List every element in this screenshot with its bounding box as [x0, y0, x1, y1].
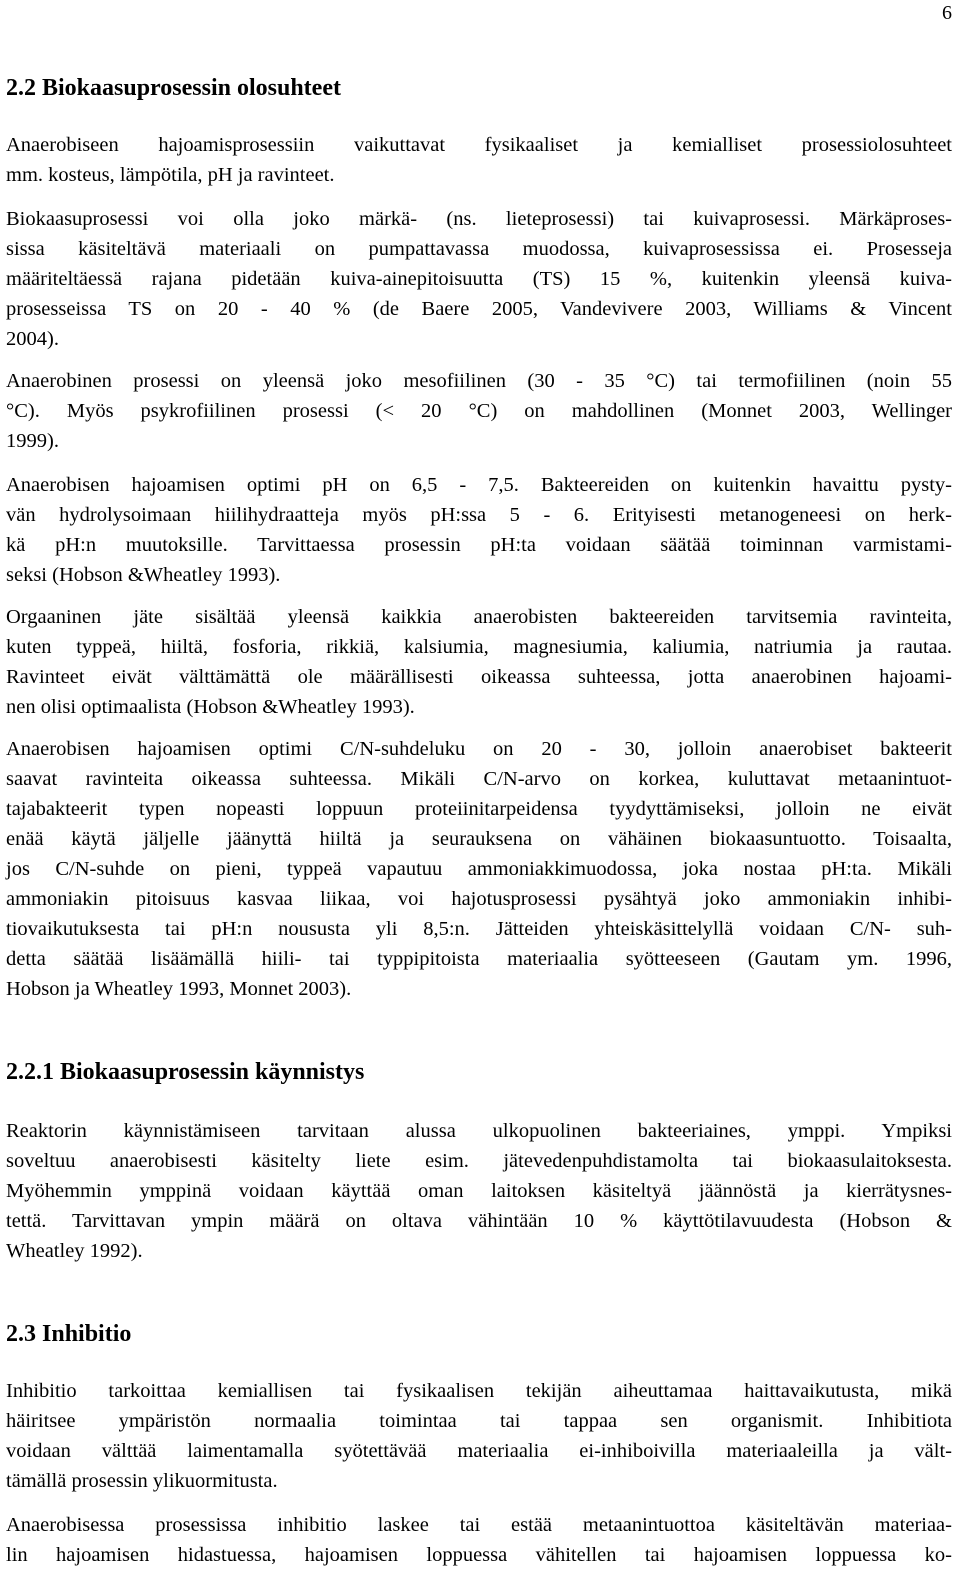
paragraph-line: 1999).	[6, 430, 59, 452]
paragraph-line: kä pH:n muutoksille. Tarvittaessa prosessin pH:ta voidaan säätää toiminnan varmistami-	[6, 534, 952, 556]
paragraph-line: saavat ravinteita oikeassa suhteessa. Mikäli C/N-arvo on korkea, kuluttavat metaanintuot-	[6, 768, 952, 790]
paragraph-line: nen olisi optimaalista (Hobson &Wheatley 1993).	[6, 696, 415, 718]
paragraph-line: sissa käsiteltävä materiaali on pumpattavassa muodossa, kuivaprosessissa ei. Prosesseja	[6, 238, 952, 260]
section-heading-2-2-1: 2.2.1 Biokaasuprosessin käynnistys	[6, 1059, 365, 1085]
paragraph-line: seksi (Hobson &Wheatley 1993).	[6, 564, 281, 586]
paragraph-line: tettä. Tarvittavan ympin määrä on oltava vähintään 10 % käyttötilavuudesta (Hobson &	[6, 1210, 952, 1232]
paragraph-line: jos C/N-suhde on pieni, typpeä vapautuu ammoniakkimuodossa, joka nostaa pH:ta. Mikäli	[6, 858, 952, 880]
paragraph-line: määriteltäessä rajana pidetään kuiva-ainepitoisuutta (TS) 15 %, kuitenkin yleensä kuiva-	[6, 268, 952, 290]
paragraph-line: tajabakteerit typen nopeasti loppuun proteiinitarpeidensa tyydyttämiseksi, jolloin ne eivät	[6, 798, 952, 820]
paragraph-line: voidaan välttää laimentamalla syötettävää materiaalia ei-inhiboivilla materiaaleilla ja vält-	[6, 1440, 952, 1462]
paragraph-line: detta säätää lisäämällä hiili- tai typpipitoista materiaalia syötteeseen (Gautam ym. 1996,	[6, 948, 952, 970]
paragraph-line: Reaktorin käynnistämiseen tarvitaan alussa ulkopuolinen bakteeriaines, ymppi. Ympiksi	[6, 1120, 952, 1142]
paragraph-line: vän hydrolysoimaan hiilihydraatteja myös pH:ssa 5 - 6. Erityisesti metanogeneesi on herk-	[6, 504, 952, 526]
paragraph-line: Anaerobisen hajoamisen optimi pH on 6,5 - 7,5. Bakteereiden on kuitenkin havaittu pysty-	[6, 474, 952, 496]
paragraph-line: Myöhemmin ymppinä voidaan käyttää oman laitoksen käsiteltyä jäännöstä ja kierrätysnes-	[6, 1180, 952, 1202]
paragraph-line: prosesseissa TS on 20 - 40 % (de Baere 2005, Vandevivere 2003, Williams & Vincent	[6, 298, 952, 320]
paragraph-line: häiritsee ympäristön normaalia toimintaa tai tappaa sen organismit. Inhibitiota	[6, 1410, 952, 1432]
paragraph-line: Anaerobinen prosessi on yleensä joko mesofiilinen (30 - 35 °C) tai termofiilinen (noin 55	[6, 370, 952, 392]
paragraph-line: Anaerobisen hajoamisen optimi C/N-suhdeluku on 20 - 30, jolloin anaerobiset bakteerit	[6, 738, 952, 760]
paragraph-line: tämällä prosessin ylikuormitusta.	[6, 1470, 278, 1492]
paragraph-line: ammoniakin pitoisuus kasvaa liikaa, voi hajotusprosessi pysähtyä joko ammoniakin inhibi-	[6, 888, 952, 910]
paragraph-line: Biokaasuprosessi voi olla joko märkä- (ns. lieteprosessi) tai kuivaprosessi. Märkäproses-	[6, 208, 952, 230]
paragraph-line: kuten typpeä, hiiltä, fosforia, rikkiä, kalsiumia, magnesiumia, kaliumia, natriumia ja rautaa.	[6, 636, 952, 658]
paragraph-line: 2004).	[6, 328, 59, 350]
paragraph-line: lin hajoamisen hidastuessa, hajoamisen loppuessa vähitellen tai hajoamisen loppuessa ko-	[6, 1544, 952, 1566]
paragraph-line: mm. kosteus, lämpötila, pH ja ravinteet.	[6, 164, 335, 186]
page-number: 6	[942, 2, 952, 24]
section-heading-2-2: 2.2 Biokaasuprosessin olosuhteet	[6, 75, 341, 101]
paragraph-line: enää käytä jäljelle jäänyttä hiiltä ja seurauksena on vähäinen biokaasuntuotto. Toisaalta,	[6, 828, 952, 850]
paragraph-line: Hobson ja Wheatley 1993, Monnet 2003).	[6, 978, 352, 1000]
paragraph-line: °C). Myös psykrofiilinen prosessi (< 20 °C) on mahdollinen (Monnet 2003, Wellinger	[6, 400, 952, 422]
paragraph-line: Anaerobisessa prosessissa inhibitio laskee tai estää metaanintuottoa käsiteltävän materiaa-	[6, 1514, 952, 1536]
paragraph-line: Ravinteet eivät välttämättä ole määrällisesti oikeassa suhteessa, jotta anaerobinen hajoami-	[6, 666, 952, 688]
section-heading-2-3: 2.3 Inhibitio	[6, 1321, 132, 1347]
paragraph-line: Wheatley 1992).	[6, 1240, 143, 1262]
paragraph-line: Inhibitio tarkoittaa kemiallisen tai fysikaalisen tekijän aiheuttamaa haittavaikutusta, mikä	[6, 1380, 952, 1402]
paragraph-line: Anaerobiseen hajoamisprosessiin vaikuttavat fysikaaliset ja kemialliset prosessiolosuhteet	[6, 134, 952, 156]
paragraph-line: Orgaaninen jäte sisältää yleensä kaikkia anaerobisten bakteereiden tarvitsemia ravinteita,	[6, 606, 952, 628]
paragraph-line: soveltuu anaerobisesti käsitelty liete esim. jätevedenpuhdistamolta tai biokaasulaitoksesta.	[6, 1150, 952, 1172]
paragraph-line: tiovaikutuksesta tai pH:n noususta yli 8,5:n. Jätteiden yhteiskäsittelyllä voidaan C/N- suh-	[6, 918, 952, 940]
